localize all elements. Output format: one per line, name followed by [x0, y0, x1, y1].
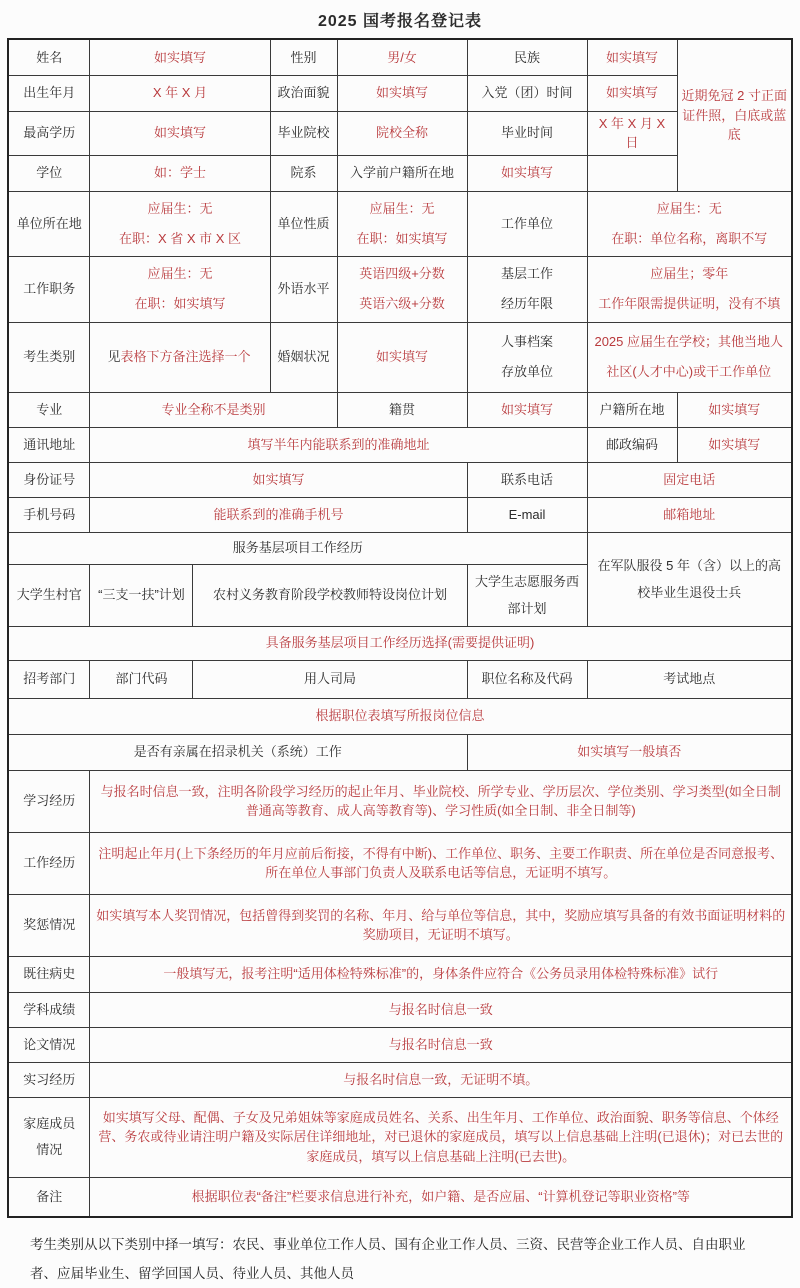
recruit-bureau-label: 用人司局 [193, 660, 467, 698]
family-value: 如实填写父母、配偶、子女及兄弟姐妹等家庭成员姓名、关系、出生年月、工作单位、政治面貌、职务等信息、个体经营、务农或待业请注明户籍及实际居住详细地址，对已退休的家庭成员，填写以上信息基础上注明(已退休)；对已去世的家庭成员，填写以上信息基础上注明(已去世)。 [90, 1097, 792, 1177]
grassroots-years-line1: 应届生；零年 [650, 266, 729, 281]
name-value: 如实填写 [90, 39, 270, 75]
education-label: 最高学历 [8, 111, 90, 155]
job-title-label: 工作职务 [8, 256, 90, 322]
grassroots-years-label [467, 256, 587, 322]
email-value: 邮箱地址 [587, 497, 792, 532]
mobile-label: 手机号码 [8, 497, 90, 532]
school-label: 毕业院校 [270, 111, 337, 155]
foreign-language-line2: 英语六级+分数 [359, 296, 445, 311]
grad-time-label: 毕业时间 [467, 111, 587, 155]
family-label [8, 1097, 90, 1177]
service-header: 服务基层项目工作经历 [8, 532, 587, 564]
military-note-cell: 在军队服役 5 年（含）以上的高校毕业生退役士兵 [587, 532, 792, 626]
ethnicity-label: 民族 [467, 39, 587, 75]
gender-value: 男/女 [337, 39, 467, 75]
study-label: 学习经历 [8, 770, 90, 832]
pre-school-residence-label: 入学前户籍所在地 [337, 155, 467, 191]
degree-label: 学位 [8, 155, 90, 191]
archives-value [587, 322, 792, 392]
grassroots-years-label-line2: 经历年限 [500, 296, 553, 311]
work-value: 注明起止年月(上下条经历的年月应前后衔接，不得有中断)、工作单位、职务、主要工作职责、所在单位是否同意报考、所在单位人事部门负责人及联系电话等信息，无证明不填写。 [90, 832, 792, 894]
work-unit-value [587, 191, 792, 256]
work-unit-label: 工作单位 [467, 191, 587, 256]
recruit-dept-label: 招考部门 [8, 660, 90, 698]
unit-location-line2: 在职：X 省 X 市 X 区 [118, 230, 242, 246]
remarks-label: 备注 [8, 1177, 90, 1217]
phone-label: 联系电话 [467, 462, 587, 497]
candidate-type-prefix: 见 [107, 349, 121, 365]
unit-type-value [337, 191, 467, 256]
recruit-position-label: 职位名称及代码 [467, 660, 587, 698]
service-item-rural-teacher: 农村义务教育阶段学校教师特设岗位计划 [193, 564, 467, 626]
unit-type-line2: 在职：如实填写 [356, 230, 448, 246]
recruit-dept-code-label: 部门代码 [90, 660, 193, 698]
education-value: 如实填写 [90, 111, 270, 155]
candidate-type-label: 考生类别 [8, 322, 90, 392]
rewards-value: 如实填写本人奖罚情况，包括曾得到奖罚的名称、年月、给与单位等信息，其中，奖励应填写具备的有效书面证明材料的奖励项目，无证明不填写。 [90, 894, 792, 956]
ethnicity-value: 如实填写 [587, 39, 677, 75]
postcode-label: 邮政编码 [587, 427, 677, 462]
service-item-village-official: 大学生村官 [8, 564, 90, 626]
marital-value: 如实填写 [337, 322, 467, 392]
grades-label: 学科成绩 [8, 992, 90, 1027]
postcode-value: 如实填写 [677, 427, 792, 462]
work-unit-line2: 在职：单位名称，离职不写 [611, 230, 768, 246]
political-value: 如实填写 [337, 75, 467, 111]
work-label: 工作经历 [8, 832, 90, 894]
grassroots-years-line2: 工作年限需提供证明，没有不填 [598, 296, 781, 311]
family-label-line2: 情况 [36, 1142, 63, 1157]
candidate-type-value [90, 322, 270, 392]
foreign-language-line1: 英语四级+分数 [359, 266, 445, 281]
birth-label: 出生年月 [8, 75, 90, 111]
mobile-value: 能联系到的准确手机号 [90, 497, 467, 532]
department-label: 院系 [270, 155, 337, 191]
photo-note-cell: 近期免冠 2 寸正面证件照，白底或蓝底 [677, 39, 792, 191]
study-value: 与报名时信息一致，注明各阶段学习经历的起止年月、毕业院校、所学专业、学历层次、学位类别、学习类型(如全日制普通高等教育、成人高等教育等)、学习性质(如全日制、非全日制等) [90, 770, 792, 832]
name-label: 姓名 [8, 39, 90, 75]
foreign-language-label: 外语水平 [270, 256, 337, 322]
address-value: 填写半年内能联系到的准确地址 [90, 427, 587, 462]
native-place-label: 籍贯 [337, 392, 467, 427]
major-value: 专业全称不是类别 [90, 392, 337, 427]
marital-label: 婚姻状况 [270, 322, 337, 392]
rewards-label: 奖惩情况 [8, 894, 90, 956]
service-note: 具备服务基层项目工作经历选择(需要提供证明) [8, 626, 792, 660]
service-item-west-plan: 大学生志愿服务西部计划 [467, 564, 587, 626]
residence-label: 户籍所在地 [587, 392, 677, 427]
remarks-value: 根据职位表“备注”栏要求信息进行补充，如户籍、是否应届、“计算机登记等职业资格”等 [90, 1177, 792, 1217]
medical-label: 既往病史 [8, 956, 90, 992]
registration-form-table [7, 38, 793, 1218]
page-title: 2025 国考报名登记表 [317, 13, 483, 30]
relative-value: 如实填写一般填否 [467, 734, 792, 770]
papers-value: 与报名时信息一致 [90, 1027, 792, 1062]
archives-line2: 社区(人才中心)或干工作单位 [606, 364, 772, 379]
unit-location-line1: 应届生：无 [147, 200, 213, 216]
unit-location-label: 单位所在地 [8, 191, 90, 256]
phone-value: 固定电话 [587, 462, 792, 497]
position-note: 根据职位表填写所报岗位信息 [8, 698, 792, 734]
party-time-label: 入党（团）时间 [467, 75, 587, 111]
unit-location-value [90, 191, 270, 256]
id-number-value: 如实填写 [90, 462, 467, 497]
school-value: 院校全称 [337, 111, 467, 155]
address-label: 通讯地址 [8, 427, 90, 462]
papers-label: 论文情况 [8, 1027, 90, 1062]
archives-line1: 2025 应届生在学校；其他当地人 [594, 334, 784, 349]
work-unit-line1: 应届生：无 [656, 200, 722, 216]
relative-label: 是否有亲属在招录机关（系统）工作 [8, 734, 467, 770]
job-title-value [90, 256, 270, 322]
candidate-type-text: 表格下方备注选择一个 [120, 349, 251, 365]
unit-type-label: 单位性质 [270, 191, 337, 256]
archives-label-line1: 人事档案 [500, 334, 553, 349]
grad-time-value: X 年 X 月 X 日 [587, 111, 677, 155]
archives-label-line2: 存放单位 [500, 364, 553, 379]
birth-value: X 年 X 月 [90, 75, 270, 111]
internship-value: 与报名时信息一致，无证明不填。 [90, 1062, 792, 1097]
grades-value: 与报名时信息一致 [90, 992, 792, 1027]
family-label-line1: 家庭成员 [23, 1116, 76, 1131]
grassroots-years-value [587, 256, 792, 322]
job-title-line1: 应届生：无 [147, 266, 213, 281]
service-item-three-supports: “三支一扶”计划 [90, 564, 193, 626]
grassroots-years-label-line1: 基层工作 [500, 266, 553, 281]
candidate-type-footnote: 考生类别从以下类别中择一填写：农民、事业单位工作人员、国有企业工作人员、三资、民营等企业工作人员、自由职业者、应届毕业生、留学回国人员、待业人员、其他人员 [30, 1237, 746, 1281]
residence-value: 如实填写 [677, 392, 792, 427]
medical-value: 一般填写无，报考注明“适用体检特殊标准”的，身体条件应符合《公务员录用体检特殊标准》试行 [90, 956, 792, 992]
native-place-value: 如实填写 [467, 392, 587, 427]
pre-school-residence-value: 如实填写 [467, 155, 587, 191]
party-time-value: 如实填写 [587, 75, 677, 111]
foreign-language-value [337, 256, 467, 322]
recruit-exam-site-label: 考试地点 [587, 660, 792, 698]
unit-type-line1: 应届生：无 [369, 200, 435, 216]
degree-value: 如：学士 [90, 155, 270, 191]
gender-label: 性别 [270, 39, 337, 75]
archives-label [467, 322, 587, 392]
political-label: 政治面貌 [270, 75, 337, 111]
job-title-line2: 在职：如实填写 [134, 296, 226, 311]
internship-label: 实习经历 [8, 1062, 90, 1097]
major-label: 专业 [8, 392, 90, 427]
email-label: E-mail [467, 497, 587, 532]
id-number-label: 身份证号 [8, 462, 90, 497]
